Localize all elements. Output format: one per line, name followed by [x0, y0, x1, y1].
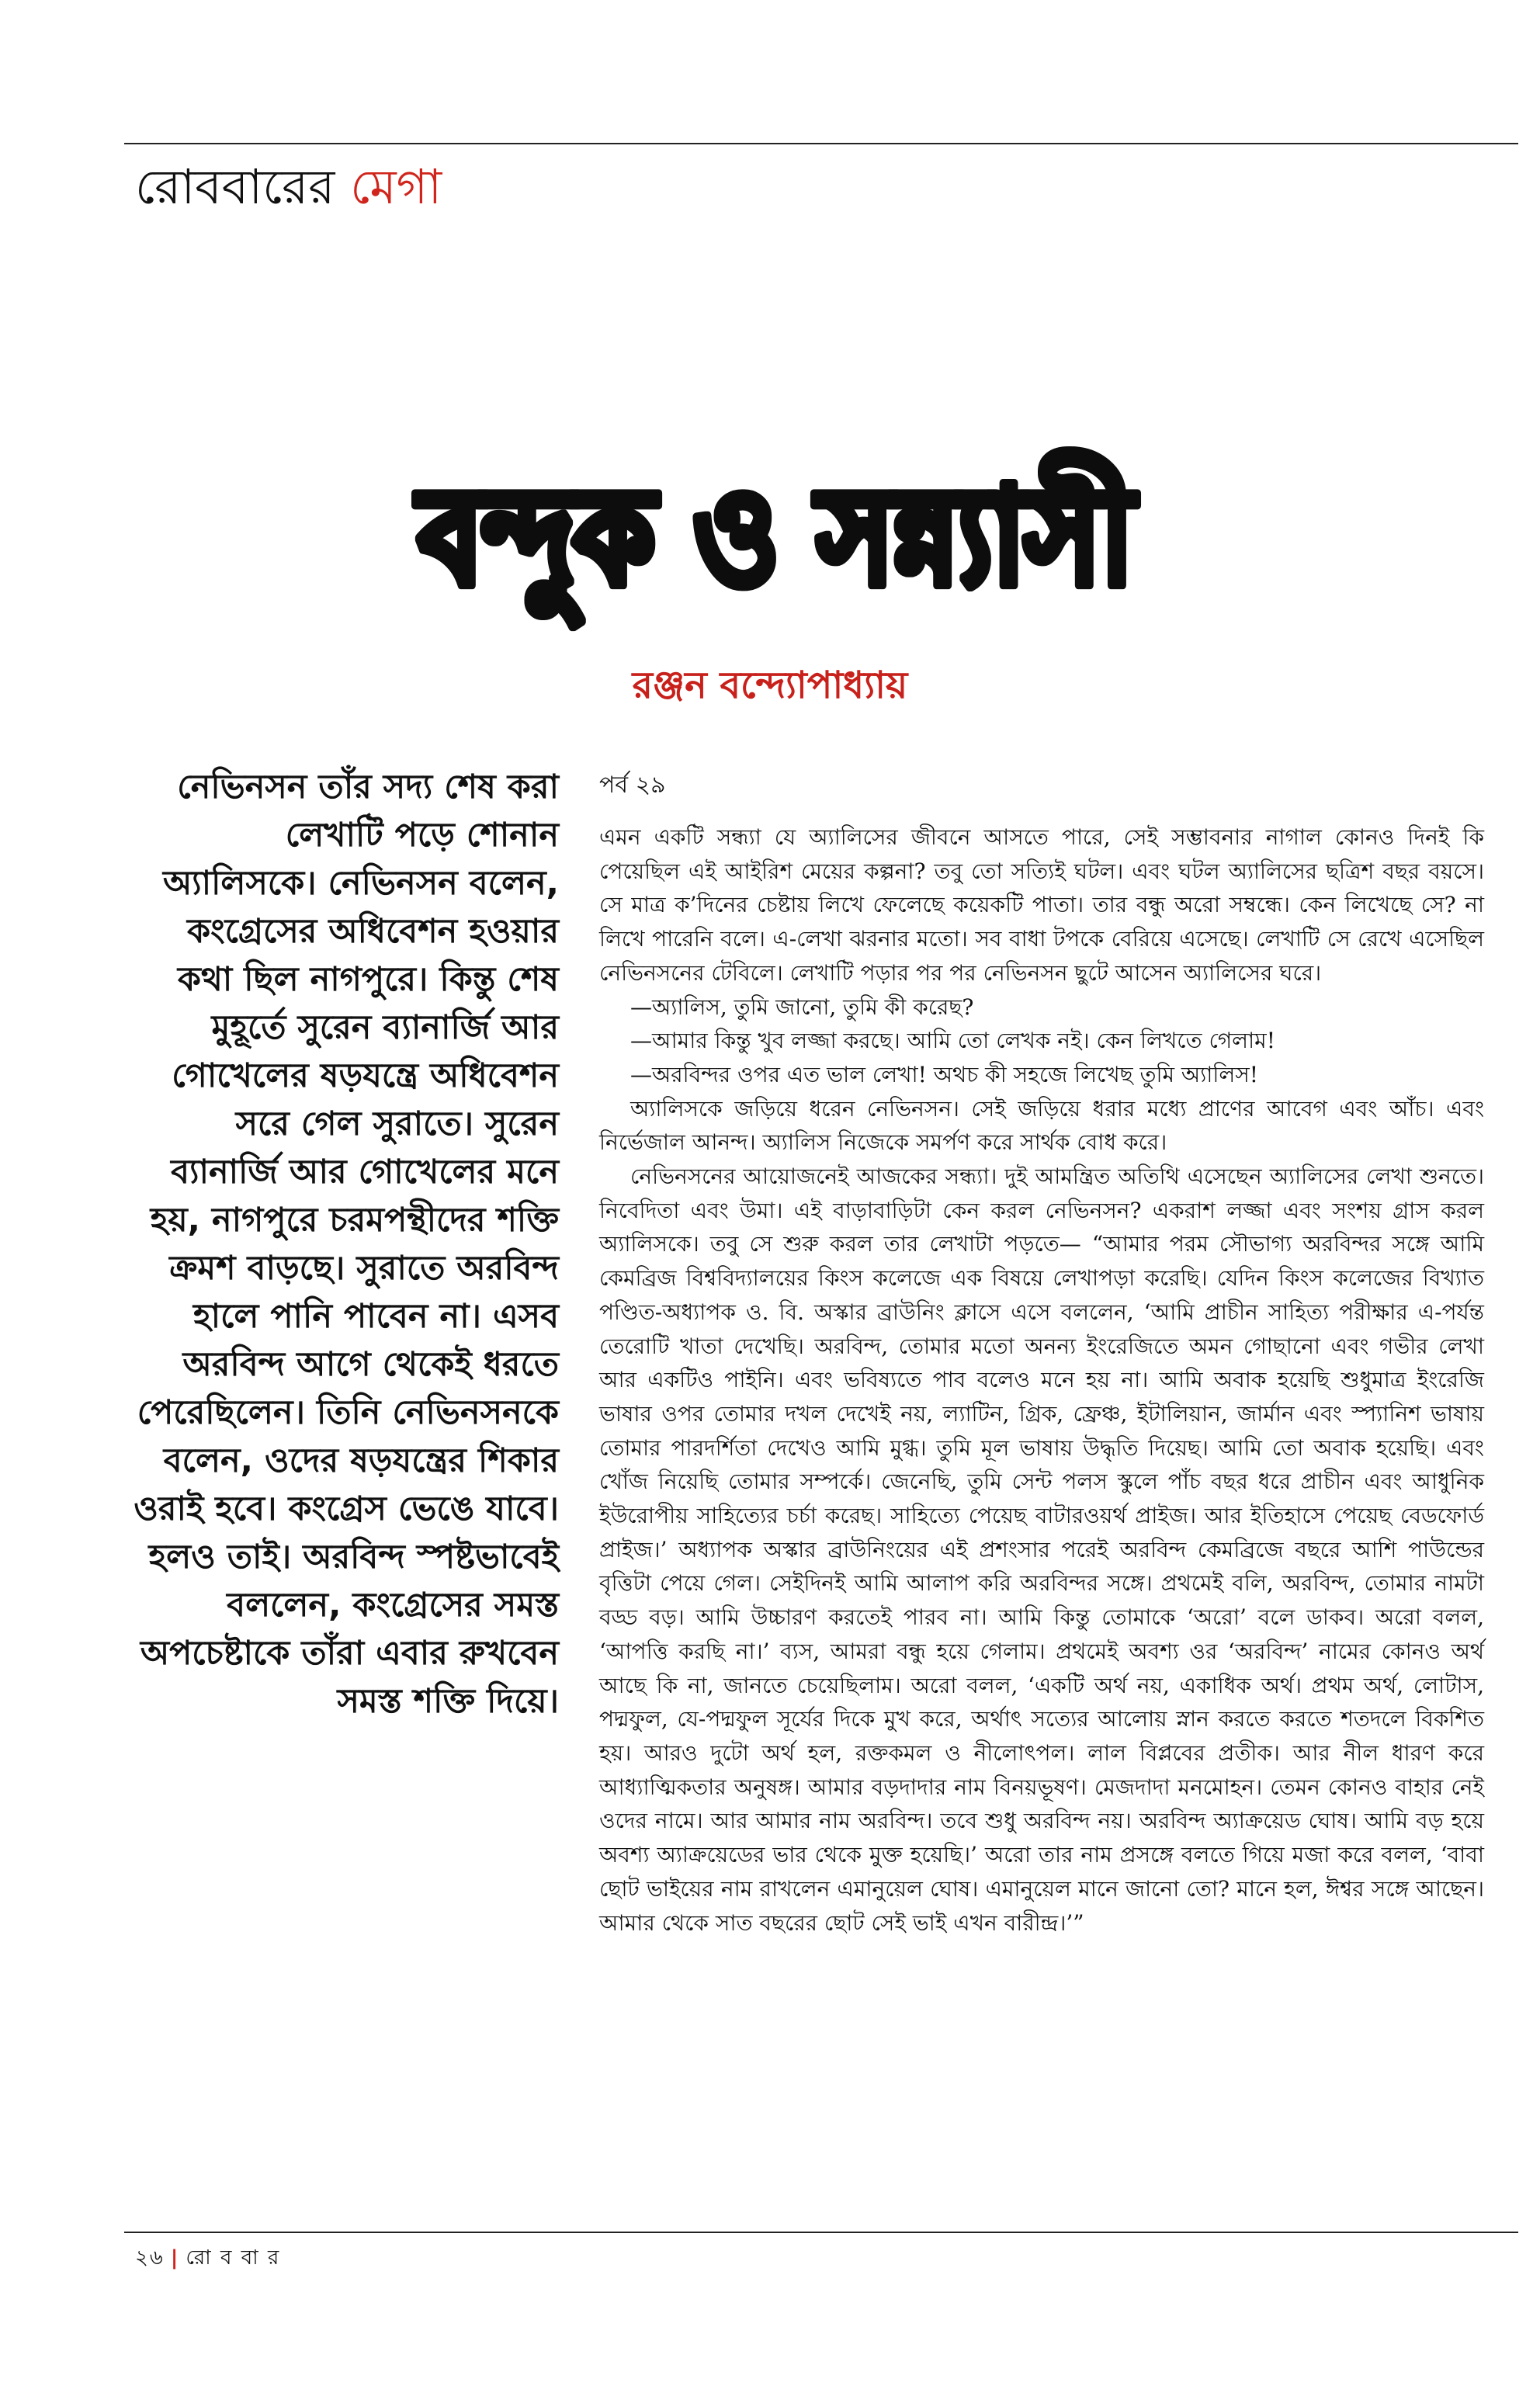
story-title — [404, 460, 1244, 660]
body-paragraph: —অরবিন্দর ওপর এত ভাল লেখা! অথচ কী সহজে লিখেছ তুমি অ্যালিস! — [630, 1061, 1259, 1087]
folio-separator: | — [170, 2246, 180, 2270]
top-rule — [124, 143, 1518, 144]
section-prefix: রোববারের — [135, 158, 335, 215]
body-paragraph: নেভিনসনের আয়োজনেই আজকের সন্ধ্যা। দুই আমন্ত্রিত অতিথি এসেছেন অ্যালিসের লেখা শুনতে। নিবেদিতা এবং উমা। এই বাড়াবাড়িটা কেন করল নেভিনসন? একরাশ লজ্জা এবং সংশয় গ্রাস করল অ্যালিসকে। তবু সে শুরু করল তার লেখাটা পড়তে— “আমার পরম সৌভাগ্য অরবিন্দর সঙ্গে আমি কেমব্রিজ বিশ্ববিদ্যালয়ের কিংস কলেজে এক বিষয়ে লেখাপড়া করেছি। যেদিন কিংস কলেজের বিখ্যাত পণ্ডিত-অধ্যাপক ও. বি. অস্কার ব্রাউনিং ক্লাসে এসে বললেন, ‘আমি প্রাচীন সাহিত্য পরীক্ষার এ-পর্যন্ত তেরোটি খাতা দেখেছি। অরবিন্দ, তোমার মতো অনন্য ইংরেজিতে অমন গোছানো এবং গভীর লেখা আর একটিও পাইনি। এবং ভবিষ্যতে পাব বলেও মনে হয় না। আমি অবাক হয়েছি শুধুমাত্র ইংরেজি ভাষার ওপর তোমার দখল দেখেই নয়, ল্যাটিন, গ্রিক, ফ্রেঞ্চ, ইটালিয়ান, জার্মান এবং স্প্যানিশ ভাষায় তোমার পারদর্শিতা দেখেও আমি মুগ্ধ। তুমি মূল ভাষায় উদ্ধৃতি দিয়েছ। আমি তো অবাক হয়েছি। এবং খোঁজ নিয়েছি তোমার সম্পর্কে। জেনেছি, তুমি সেন্ট পলস স্কুলে পাঁচ বছর ধরে প্রাচীন এবং আধুনিক ইউরোপীয় সাহিত্যের চর্চা করেছ। সাহিত্যে পেয়েছ বাটারওয়র্থ প্রাইজ। আর ইতিহাসে পেয়েছ বেডফোর্ড প্রাইজ।’ অধ্যাপক অস্কার ব্রাউনিংয়ের এই প্রশংসার পরেই অরবিন্দ কেমব্রিজে বছরে আশি পাউন্ডের বৃত্তিটা পেয়ে গেল। সেইদিনই আমি আলাপ করি অরবিন্দর সঙ্গে। প্রথমেই বলি, অরবিন্দ, তোমার নামটা বড্ড বড়। আমি উচ্চারণ করতেই পারব না। আমি কিন্তু তোমাকে ‘অরো’ বলে ডাকব। অরো বলল, ‘আপত্তি করছি না।’ ব্যস, আমরা বন্ধু হয়ে গেলাম। প্রথমেই অবশ্য ওর ‘অরবিন্দ’ নামের কোনও অর্থ আছে কি না, জানতে চেয়েছিলাম। অরো বলল, ‘একটি অর্থ নয়, একাধিক অর্থ। প্রথম অর্থ, লোটাস, পদ্মফুল, যে-পদ্মফুল সূর্যের দিকে মুখ করে, অর্থাৎ সত্যের আলোয় স্নান করতে করতে শতদলে বিকশিত হয়। আরও দুটো অর্থ হল, রক্তকমল ও নীলোৎপল। লাল বিপ্লবের প্রতীক। আর নীল ধারণ করে আধ্যাত্মিকতার অনুষঙ্গ। আমার বড়দাদার নাম বিনয়ভূষণ। মেজদাদা মনমোহন। তেমন কোনও বাহার নেই ওদের নামে। আর আমার নাম অরবিন্দ। তবে শুধু অরবিন্দ নয়। অরবিন্দ অ্যাক্রয়েড ঘোষ। আমি বড় হয়ে অবশ্য অ্যাক্রয়েডের ভার থেকে মুক্ত হয়েছি।’ অরো তার নাম প্রসঙ্গে বলতে গিয়ে মজা করে বলল, ‘বাবা ছোট ভাইয়ের নাম রাখলেন এমানুয়েল ঘোষ। এমানুয়েল মানে জানো তো? মানে হল, ঈশ্বর সঙ্গে আছেন। আমার থেকে সাত বছরের ছোট সেই ভাই এখন বারীন্দ্র।’” — [599, 1164, 1484, 1936]
pull-quote: নেভিনসন তাঁর সদ্য শেষ করা লেখাটি পড়ে শোনান অ্যালিসকে। নেভিনসন বলেন, কংগ্রেসের অধিবেশন হওয়ার কথা ছিল নাগপুরে। কিন্তু শেষ মুহূর্তে সুরেন ব্যানার্জি আর গোখেলের ষড়যন্ত্রে অধিবেশন সরে গেল সুরাতে। সুরেন ব্যানার্জি আর গোখেলের মনে হয়, নাগপুরে চরমপন্থীদের শক্তি ক্রমশ বাড়ছে। সুরাতে অরবিন্দ হালে পানি পাবেন না। এসব অরবিন্দ আগে থেকেই ধরতে পেরেছিলেন। তিনি নেভিনসনকে বলেন, ওদের ষড়যন্ত্রের শিকার ওরাই হবে। কংগ্রেস ভেঙে যাবে। হলও তাই। অরবিন্দ স্পষ্টভাবেই বললেন, কংগ্রেসের সমস্ত অপচেষ্টাকে তাঁরা এবার রুখবেন সমস্ত শক্তি দিয়ে। — [134, 768, 559, 1721]
author-byline: রঞ্জন বন্দ্যোপাধ্যায় — [632, 664, 908, 707]
page-folio — [135, 2239, 280, 2277]
bottom-rule — [124, 2232, 1518, 2233]
section-label — [135, 152, 442, 222]
story-title-text: বন্দুক ও সন্ন্যাসী — [419, 460, 1244, 614]
section-highlight: মেগা — [350, 158, 442, 215]
part-number: পর্ব ২৯ — [599, 772, 666, 799]
body-paragraph: —অ্যালিস, তুমি জানো, তুমি কী করেছ? — [630, 994, 974, 1020]
magazine-name: রো ব বা র — [186, 2246, 281, 2270]
body-paragraph: অ্যালিসকে জড়িয়ে ধরেন নেভিনসন। সেই জড়িয়ে ধরার মধ্যে প্রাণের আবেগ এবং আঁচ। এবং নির্ভেজাল আনন্দ। অ্যালিস নিজেকে সমর্পণ করে সার্থক বোধ করে। — [599, 1095, 1484, 1156]
body-paragraph: এমন একটি সন্ধ্যা যে অ্যালিসের জীবনে আসতে পারে, সেই সম্ভাবনার নাগাল কোনও দিনই কি পেয়েছিল এই আইরিশ মেয়ের কল্পনা? তবু তো সত্যিই ঘটল। এবং ঘটল অ্যালিসের ছত্রিশ বছর বয়সে। সে মাত্র ক’দিনের চেষ্টায় লিখে ফেলেছে কয়েকটি পাতা। তার বন্ধু অরো সম্বন্ধে। কেন লিখেছে সে? না লিখে পারেনি বলে। এ-লেখা ঝরনার মতো। সব বাধা টপকে বেরিয়ে এসেছে। লেখাটি সে রেখে এসেছিল নেভিনসনের টেবিলে। লেখাটি পড়ার পর পর নেভিনসন ছুটে আসেন অ্যালিসের ঘরে। — [599, 824, 1484, 986]
body-paragraph: —আমার কিন্তু খুব লজ্জা করছে। আমি তো লেখক নই। কেন লিখতে গেলাম! — [630, 1028, 1275, 1054]
article-body — [599, 820, 1484, 1940]
page-number: ২৬ — [135, 2246, 165, 2270]
